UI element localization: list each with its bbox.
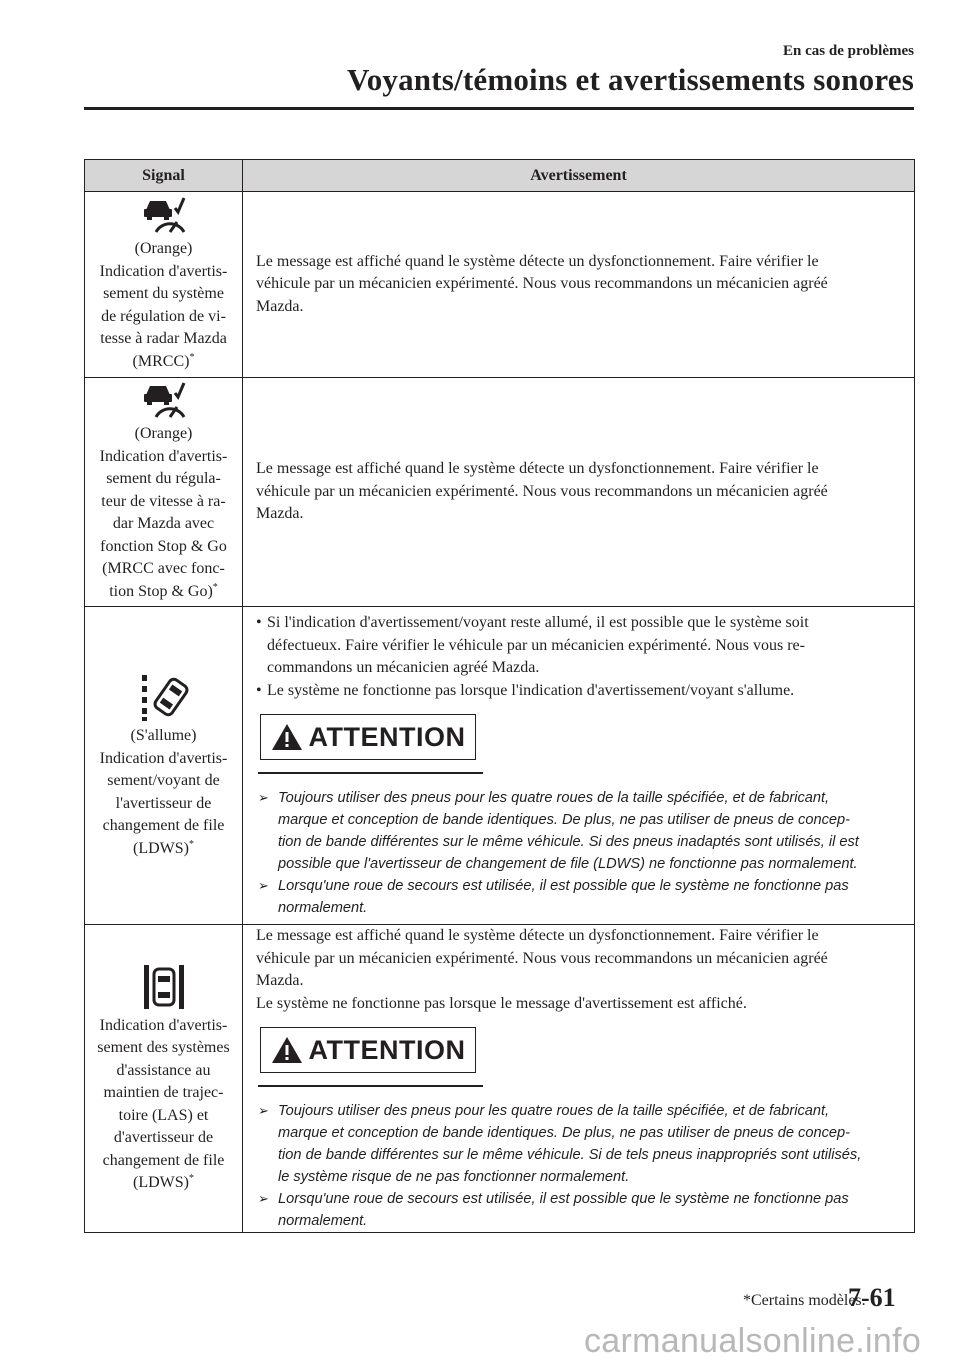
caution-item: ➢ Lorsqu'une roue de secours est utilisée, il est possible que le système ne fonctionne pas normalement.	[258, 878, 849, 916]
footnote: *Certains modèles.	[743, 1292, 866, 1309]
caution-item: ➢ Lorsqu'une roue de secours est utilisée, il est possible que le système ne fonctionne pas normalement.	[258, 1191, 849, 1229]
attention-divider	[258, 772, 483, 774]
warning-triangle-icon	[271, 723, 303, 751]
warning-text	[243, 607, 915, 925]
caution-item: ➢ Toujours utiliser des pneus pour les quatre roues de la taille spécifiée, et de fabricant, marque et conception de bande identiques. De plus, ne pas utiliser de pneus de concep- tion de bande différentes sur le même véhicule. Si des pneus inadaptés sont utilisés, il est possible que l'avertisseur de changement de file (LDWS) ne fonctionne pas normalement.	[258, 790, 859, 872]
table-row	[85, 607, 915, 925]
signal-label: Indication d'avertis- sement du régula- teur de vitesse à ra- dar Mazda avec fonction Stop & Go (MRCC avec fonc- tion Stop & Go)*	[99, 447, 228, 600]
signal-cell	[85, 378, 243, 607]
section-label: En cas de problèmes	[783, 43, 914, 59]
table-row	[85, 192, 915, 378]
page-title: Voyants/témoins et avertissements sonores	[346, 62, 914, 97]
signal-label: Indication d'avertis- sement du système de régulation de vi- tesse à radar Mazda (MRCC)*	[99, 262, 228, 370]
mrcc-warning-icon	[142, 196, 186, 234]
list-item: • Le système ne fonctionne pas lorsque l'indication d'avertissement/voyant s'allume.	[256, 681, 795, 699]
table-row	[85, 378, 915, 607]
ldws-warning-icon	[139, 671, 189, 721]
signal-label: Indication d'avertis- sement/voyant de l'avertisseur de changement de file (LDWS)*	[99, 749, 228, 857]
attention-label: ATTENTION	[308, 1034, 466, 1065]
column-header-signal: Signal	[85, 160, 243, 192]
warning-text: Le message est affiché quand le système détecte un dysfonctionnement. Faire vérifier le véhicule par un mécanicien expérimenté. Nous vous recommandons un mécanicien agréé Mazda.	[243, 192, 915, 378]
attention-label: ATTENTION	[308, 721, 466, 752]
table-row	[85, 925, 915, 1233]
warning-text: Le message est affiché quand le système détecte un dysfonctionnement. Faire vérifier le véhicule par un mécanicien expérimenté. Nous vous recommandons un mécanicien agréé Mazda.	[243, 378, 915, 607]
column-header-warning: Avertissement	[243, 160, 915, 192]
page-number: 7-61	[848, 1283, 896, 1312]
warning-triangle-icon	[271, 1036, 303, 1064]
signal-cell	[85, 192, 243, 378]
signal-label: Indication d'avertis- sement des systèmes d'assistance au maintien de trajec- toire (LAS) et d'avertisseur de changement de file (LDWS)*	[97, 1016, 230, 1191]
signal-cell	[85, 925, 243, 1233]
signal-cell	[85, 607, 243, 925]
las-ldws-warning-icon	[142, 963, 186, 1011]
warning-table	[84, 159, 915, 1233]
list-item: • Si l'indication d'avertissement/voyant reste allumé, il est possible que le système soit défectueux. Faire vérifier le véhicule par un mécanicien expérimenté. Nous vous re- commandons un mécanicien agréé Mazda.	[256, 614, 809, 676]
signal-color: (Orange)	[134, 425, 193, 442]
attention-divider	[258, 1085, 483, 1087]
signal-color: (S'allume)	[130, 727, 197, 744]
mrcc-stop-go-warning-icon	[142, 381, 186, 419]
signal-color: (Orange)	[134, 240, 193, 257]
attention-banner	[260, 1027, 476, 1073]
table-header-row	[85, 160, 915, 192]
header-divider	[84, 107, 914, 110]
watermark[interactable]: carmanualsonline.info	[584, 1322, 922, 1360]
warning-text: Le message est affiché quand le système détecte un dysfonctionnement. Faire vérifier le véhicule par un mécanicien expérimenté. Nous vous recommandons un mécanicien agréé Mazda. Le système ne fonctionne pas lorsque le message d'avertissement est affiché. ATTENTION ➢ Toujours utiliser des pneus pour les quatre roues de la taille spécifiée, et de fabricant, marque et conception de bande identiques. De plus, ne pas utiliser de pneus de concep- tion de bande différentes sur le même véhicule. Si de tels pneus inappropriés sont utilisés, le système risque de ne pas fonctionner normalement. ➢ Lorsqu'une roue de secours est utilisée, il est possible que le système ne fonctionne pas normalement.	[243, 925, 915, 1233]
caution-item: ➢ Toujours utiliser des pneus pour les quatre roues de la taille spécifiée, et de fabricant, marque et conception de bande identiques. De plus, ne pas utiliser de pneus de concep- tion de bande différentes sur le même véhicule. Si de tels pneus inappropriés sont utilisés, le système risque de ne pas fonctionner normalement.	[258, 1103, 862, 1185]
attention-banner	[260, 714, 476, 760]
